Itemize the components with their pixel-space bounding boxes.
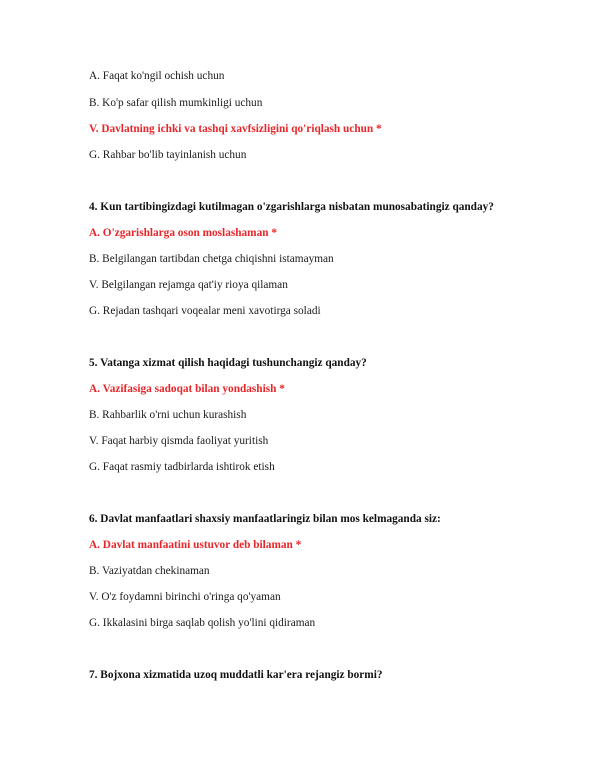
answer-option: G. Ikkalasini birga saqlab qolish yo'lini qidiraman: [89, 617, 316, 629]
answer-option: B. Rahbarlik o'rni uchun kurashish: [89, 409, 247, 421]
answer-option: V. O'z foydamni birinchi o'ringa qo'yaman: [89, 591, 281, 603]
answer-option: G. Faqat rasmiy tadbirlarda ishtirok etish: [89, 461, 275, 473]
question-6-title: 6. Davlat manfaatlari shaxsiy manfaatlaringiz bilan mos kelmaganda siz:: [89, 513, 441, 525]
correct-answer-option: A. Vazifasiga sadoqat bilan yondashish *: [89, 383, 285, 395]
answer-option: B. Belgilangan tartibdan chetga chiqishni istamayman: [89, 253, 334, 265]
answer-option: A. Faqat ko'ngil ochish uchun: [89, 70, 225, 82]
correct-answer-option: A. Davlat manfaatini ustuvor deb bilaman *: [89, 539, 302, 551]
correct-answer-option: A. O'zgarishlarga oson moslashaman *: [89, 227, 277, 239]
question-7-title: 7. Bojxona xizmatida uzoq muddatli kar'era rejangiz bormi?: [89, 669, 383, 681]
answer-option: V. Belgilangan rejamga qat'iy rioya qilaman: [89, 279, 288, 291]
answer-option: V. Faqat harbiy qismda faoliyat yuritish: [89, 435, 269, 447]
question-4-title: 4. Kun tartibingizdagi kutilmagan o'zgarishlarga nisbatan munosabatingiz qanday?: [89, 201, 494, 213]
correct-answer-option: V. Davlatning ichki va tashqi xavfsizligini qo'riqlash uchun *: [89, 123, 382, 135]
answer-option: G. Rejadan tashqari voqealar meni xavotirga soladi: [89, 305, 321, 317]
answer-option: B. Ko'p safar qilish mumkinligi uchun: [89, 97, 263, 109]
answer-option: G. Rahbar bo'lib tayinlanish uchun: [89, 149, 247, 161]
answer-option: B. Vaziyatdan chekinaman: [89, 565, 210, 577]
question-5-title: 5. Vatanga xizmat qilish haqidagi tushunchangiz qanday?: [89, 357, 367, 369]
